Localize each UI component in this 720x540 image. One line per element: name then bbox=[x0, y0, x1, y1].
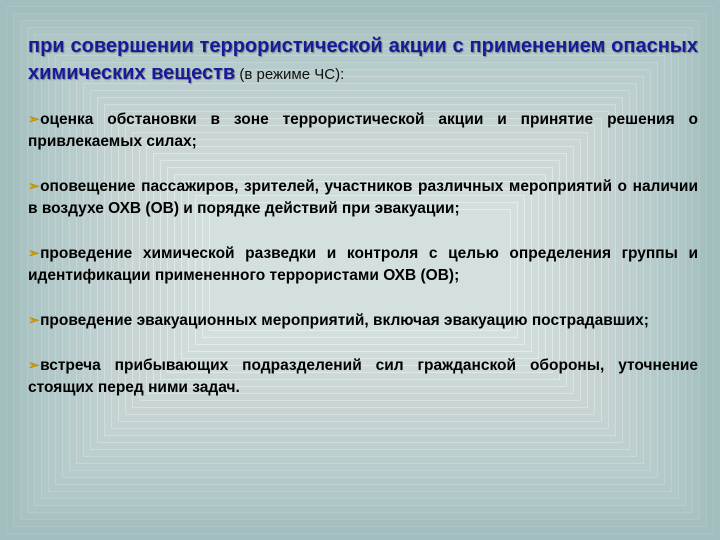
bullet-item bbox=[28, 175, 698, 220]
bullet-list bbox=[28, 108, 698, 399]
bullet-text: встреча прибывающих подразделений сил гражданской обороны, уточнение стоящих перед ними задач. bbox=[28, 357, 698, 396]
slide-heading bbox=[28, 33, 698, 88]
heading-main: при совершении террористической акции с применением опасных химических веществ bbox=[28, 35, 698, 84]
arrow-bullet-icon: ➢ bbox=[28, 246, 39, 260]
bullet-item bbox=[28, 242, 698, 287]
bullet-text: оповещение пассажиров, зрителей, участников различных мероприятий о наличии в воздухе ОХВ (ОВ) и порядке действий при эвакуации; bbox=[28, 178, 698, 217]
arrow-bullet-icon: ➢ bbox=[28, 179, 39, 193]
bullet-text: проведение химической разведки и контроля с целью определения группы и идентификации примененного террористами ОХВ (ОВ); bbox=[28, 245, 698, 284]
arrow-bullet-icon: ➢ bbox=[28, 358, 39, 372]
heading-qualifier: (в режиме ЧС): bbox=[235, 66, 345, 83]
slide-content bbox=[28, 33, 698, 421]
bullet-item bbox=[28, 108, 698, 153]
bullet-text: оценка обстановки в зоне террористической акции и принятие решения о привлекаемых силах; bbox=[28, 111, 698, 150]
bullet-text: проведение эвакуационных мероприятий, включая эвакуацию пострадавших; bbox=[40, 312, 649, 329]
arrow-bullet-icon: ➢ bbox=[28, 313, 39, 327]
arrow-bullet-icon: ➢ bbox=[28, 112, 39, 126]
bullet-item bbox=[28, 309, 698, 332]
bullet-item bbox=[28, 354, 698, 399]
